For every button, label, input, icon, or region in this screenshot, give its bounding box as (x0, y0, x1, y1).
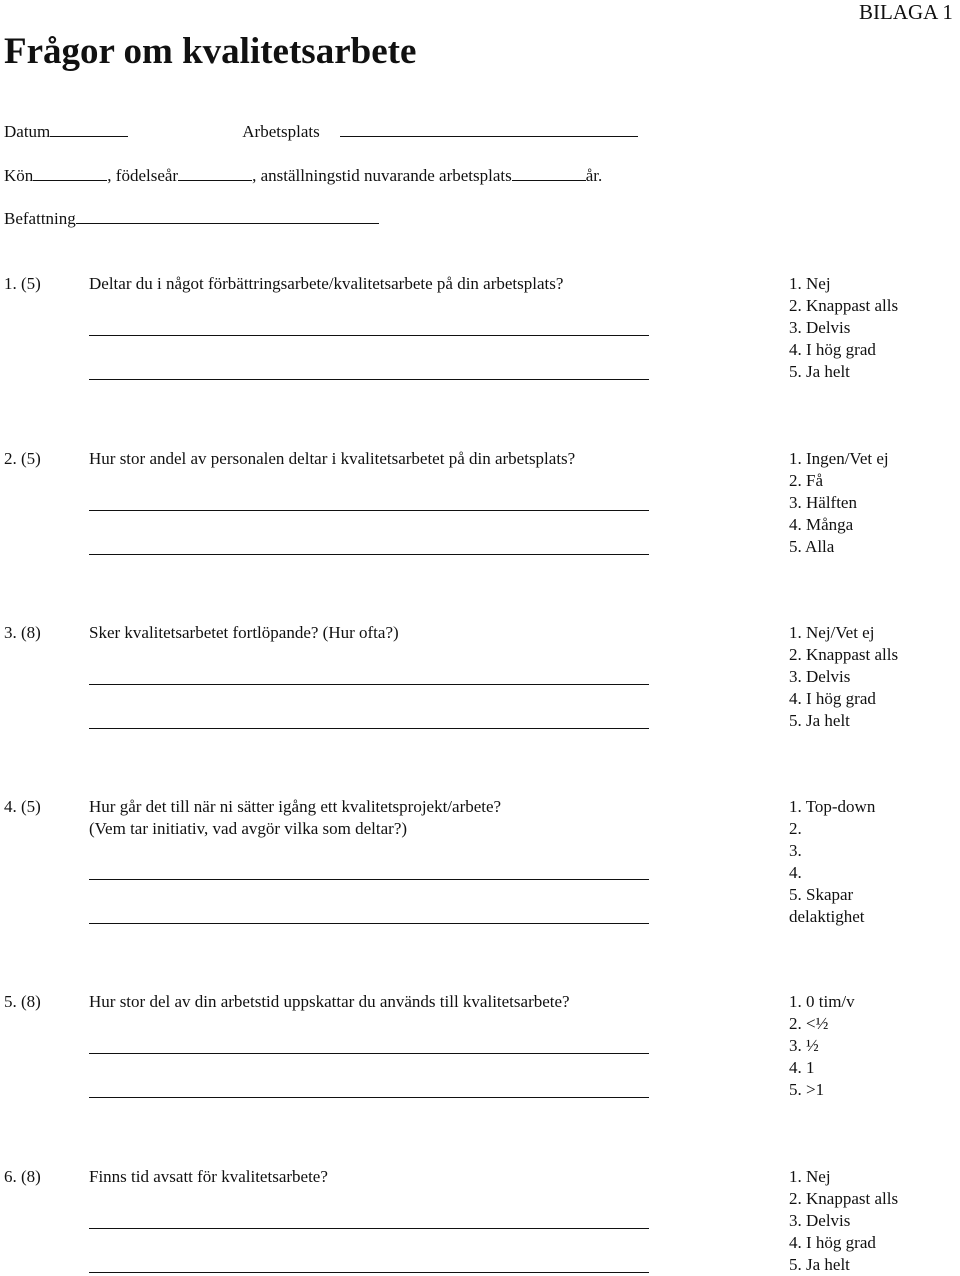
question-text-line: (Vem tar initiativ, vad avgör vilka som deltar?) (89, 819, 408, 838)
ar-label: år. (585, 166, 603, 185)
question-text (89, 991, 570, 1013)
option[interactable]: 5. >1 (789, 1080, 825, 1099)
question-text-line: Hur stor andel av personalen deltar i kvalitetsarbetet på din arbetsplats? (89, 449, 576, 468)
answer-line[interactable] (89, 510, 649, 511)
answer-options (789, 1166, 898, 1276)
option[interactable]: 1. Nej (789, 1167, 831, 1186)
question-text-line: Finns tid avsatt för kvalitetsarbete? (89, 1167, 328, 1186)
question-number: 4. (5) (4, 797, 41, 816)
option[interactable]: 1. 0 tim/v (789, 992, 855, 1011)
option[interactable]: 5. Skapar (789, 885, 854, 904)
option[interactable]: 4. Många (789, 515, 854, 534)
answer-line[interactable] (89, 923, 649, 924)
befattning-field[interactable] (76, 207, 379, 224)
question-text-line: Sker kvalitetsarbetet fortlöpande? (Hur ofta?) (89, 623, 399, 642)
question-text (89, 1166, 328, 1188)
answer-options (789, 796, 875, 928)
option[interactable]: 4. (789, 863, 802, 882)
answer-line[interactable] (89, 335, 649, 336)
option-continuation: delaktighet (789, 907, 865, 926)
kon-field[interactable] (33, 164, 107, 181)
option[interactable]: 4. I hög grad (789, 340, 876, 359)
anstallningstid-label: , anställningstid nuvarande arbetsplats (252, 166, 512, 185)
option[interactable]: 2. (789, 819, 802, 838)
option[interactable]: 5. Ja helt (789, 711, 850, 730)
kon-label: Kön (4, 166, 34, 185)
question-text (89, 448, 575, 470)
option[interactable]: 5. Ja helt (789, 1255, 850, 1274)
personal-info-row (4, 164, 602, 186)
arbetsplats-label: Arbetsplats (242, 122, 320, 141)
option[interactable]: 3. ½ (789, 1036, 819, 1055)
option[interactable]: 3. Delvis (789, 1211, 851, 1230)
answer-line[interactable] (89, 1228, 649, 1229)
answer-line[interactable] (89, 684, 649, 685)
answer-options (789, 622, 898, 732)
option[interactable]: 2. <½ (789, 1014, 829, 1033)
anstallningstid-field[interactable] (512, 164, 586, 181)
option[interactable]: 4. 1 (789, 1058, 815, 1077)
question-text-line: Hur stor del av din arbetstid uppskattar du används till kvalitetsarbete? (89, 992, 570, 1011)
datum-field[interactable] (50, 120, 128, 137)
option[interactable]: 1. Nej/Vet ej (789, 623, 875, 642)
option[interactable]: 4. I hög grad (789, 1233, 876, 1252)
answer-line[interactable] (89, 1097, 649, 1098)
fodelsear-field[interactable] (178, 164, 252, 181)
option[interactable]: 1. Top-down (789, 797, 876, 816)
option[interactable]: 5. Ja helt (789, 362, 850, 381)
answer-line[interactable] (89, 879, 649, 880)
question-number: 1. (5) (4, 274, 41, 293)
option[interactable]: 2. Knappast alls (789, 1189, 899, 1208)
appendix-label: BILAGA 1 (859, 0, 953, 24)
question-text-line: Deltar du i något förbättringsarbete/kvalitetsarbete på din arbetsplats? (89, 274, 564, 293)
page-title: Frågor om kvalitetsarbete (4, 31, 417, 72)
answer-options (789, 991, 855, 1101)
answer-options (789, 448, 889, 558)
option[interactable]: 3. Delvis (789, 667, 851, 686)
fodelsear-label: , födelseår (107, 166, 179, 185)
option[interactable]: 2. Knappast alls (789, 296, 899, 315)
option[interactable]: 1. Ingen/Vet ej (789, 449, 889, 468)
option[interactable]: 3. Hälften (789, 493, 857, 512)
date-workplace-row (4, 120, 638, 142)
answer-line[interactable] (89, 1272, 649, 1273)
befattning-label: Befattning (4, 209, 76, 228)
answer-line[interactable] (89, 1053, 649, 1054)
option[interactable]: 5. Alla (789, 537, 835, 556)
question-number: 6. (8) (4, 1167, 41, 1186)
option[interactable]: 1. Nej (789, 274, 831, 293)
option[interactable]: 3. Delvis (789, 318, 851, 337)
question-text (89, 622, 399, 644)
answer-line[interactable] (89, 379, 649, 380)
question-text (89, 796, 501, 840)
question-text (89, 273, 563, 295)
answer-line[interactable] (89, 554, 649, 555)
option[interactable]: 2. Knappast alls (789, 645, 899, 664)
befattning-row (4, 207, 379, 229)
option[interactable]: 4. I hög grad (789, 689, 876, 708)
option[interactable]: 2. Få (789, 471, 823, 490)
datum-label: Datum (4, 122, 51, 141)
question-text-line: Hur går det till när ni sätter igång ett kvalitetsprojekt/arbete? (89, 797, 502, 816)
arbetsplats-field[interactable] (340, 120, 638, 137)
question-number: 5. (8) (4, 992, 41, 1011)
question-number: 3. (8) (4, 623, 41, 642)
question-number: 2. (5) (4, 449, 41, 468)
answer-line[interactable] (89, 728, 649, 729)
answer-options (789, 273, 898, 383)
option[interactable]: 3. (789, 841, 802, 860)
